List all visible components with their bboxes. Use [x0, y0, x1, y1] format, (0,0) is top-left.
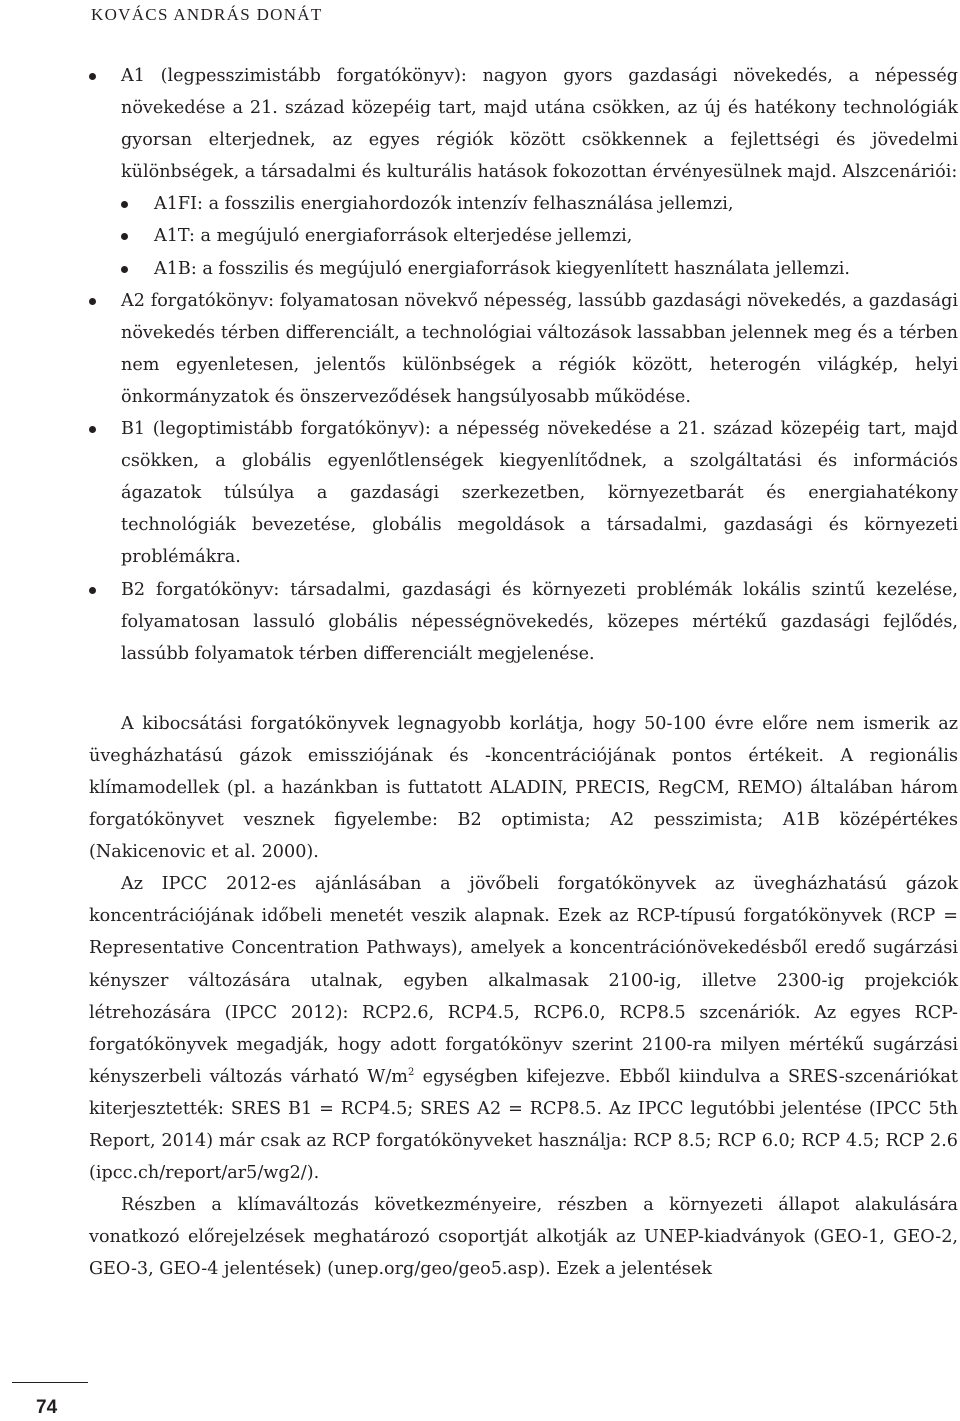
scenario-list [89, 60, 958, 670]
footer-rule [12, 1382, 88, 1383]
scenario-b1: B1 (legoptimistább forgatókönyv): a népesség növekedése a 21. század közepéig tart, majd csökken, a globális egyenlőtlenségek kiegyenlítődnek, a szolgáltatási és információs ágazatok túlsúlya a gazdasági szerkezetben, környezetbarát és energiahatékony technológiák bevezetése, globális megoldások a társadalmi, gazdasági és környezeti problémákra. [89, 413, 958, 573]
scenario-a1 [89, 60, 958, 285]
page-body [89, 60, 958, 1285]
a1-subscenario-list [121, 188, 958, 284]
paragraph-ipcc-rcp [89, 868, 958, 1189]
scenario-a1-text: A1 (legpesszimistább forgatókönyv): nagyon gyors gazdasági növekedés, a népesség növekedése a 21. század közepéig tart, majd utána csökken, az új és hatékony technológiák gyorsan elterjednek, az egyes régiók között csökkennek a fejlettségi és jövedelmi különbségek, a társadalmi és kulturális hatások fokozottan érvényesülnek majd. Alszcenáriói: [121, 66, 958, 183]
subscenario-a1fi: A1FI: a fosszilis energiahordozók intenzív felhasználása jellemzi, [121, 188, 958, 220]
running-head-author: KOVÁCS ANDRÁS DONÁT [91, 5, 323, 24]
scenario-a2: A2 forgatókönyv: folyamatosan növekvő népesség, lassúbb gazdasági növekedés, a gazdasági növekedés térben differenciált, a technológiai változások lassabban jelennek meg és a térben nem egyenletesen, jelentős különbségek a régiók között, heterogén világkép, helyi önkormányzatok és önszerveződések hangsúlyosabb működése. [89, 285, 958, 413]
paragraph-emission-limits: A kibocsátási forgatókönyvek legnagyobb korlátja, hogy 50-100 évre előre nem ismerik az üvegházhatású gázok emissziójának és -koncentrációjának pontos értékeit. A regionális klímamodellek (pl. a hazánkban is futtatott ALADIN, PRECIS, RegCM, REMO) általában három forgatókönyvet vesznek figyelembe: B2 optimista; A2 pesszimista; A1B középértékes (Nakicenovic et al. 2000). [89, 713, 958, 863]
page-number: 74 [36, 1397, 58, 1418]
paragraph-ipcc-rcp-part1: Az IPCC 2012-es ajánlásában a jövőbeli forgatókönyvek az üvegházhatású gázok koncentrációjának időbeli menetét veszik alapnak. Ezek az RCP-típusú forgatókönyvek (RCP = Representative Concentration Pathways), amelyek a koncentrációnövekedésből eredő sugárzási kényszer változására utalnak, egyben alkalmasak 2100-ig, illetve 2300-ig projekciók létrehozására (IPCC 2012): RCP2.6, RCP4.5, RCP6.0, RCP8.5 szcenáriók. Az egyes RCP-forgatókönyvek megadják, hogy adott forgatókönyv szerint 2100-ra milyen mértékű sugárzási kényszerbeli változás várható W/m [89, 874, 958, 1087]
unit-superscript: 2 [407, 1066, 415, 1078]
subscenario-a1t: A1T: a megújuló energiaforrások elterjedése jellemzi, [121, 220, 958, 252]
subscenario-a1b: A1B: a fosszilis és megújuló energiaforrások kiegyenlített használata jellemzi. [121, 253, 958, 285]
body-paragraphs [89, 708, 958, 1286]
paragraph-ipcc-rcp-part2: egységben kifejezve. Ebből kiindulva a SRES-szcenáriókat kiterjesztették: SRES B1 = RCP4.5; SRES A2 = RCP8.5. Az IPCC legutóbbi jelentése (IPCC 5th Report, 2014) már csak az RCP forgatókönyveket használja: RCP 8.5; RCP 6.0; RCP 4.5; RCP 2.6 (ipcc.ch/report/ar5/wg2/). [89, 1066, 958, 1184]
scenario-b2: B2 forgatókönyv: társadalmi, gazdasági és környezeti problémák lokális szintű kezelése, folyamatosan lassuló globális népességnövekedés, közepes mértékű gazdasági fejlődés, lassúbb folyamatok térben differenciált megjelenése. [89, 574, 958, 670]
paragraph-unep-geo: Részben a klímaváltozás következményeire, részben a környezeti állapot alakulására vonatkozó előrejelzések meghatározó csoportját alkotják az UNEP-kiadványok (GEO-1, GEO-2, GEO-3, GEO-4 jelentések) (unep.org/geo/geo5.asp). Ezek a jelentések [89, 1195, 958, 1280]
